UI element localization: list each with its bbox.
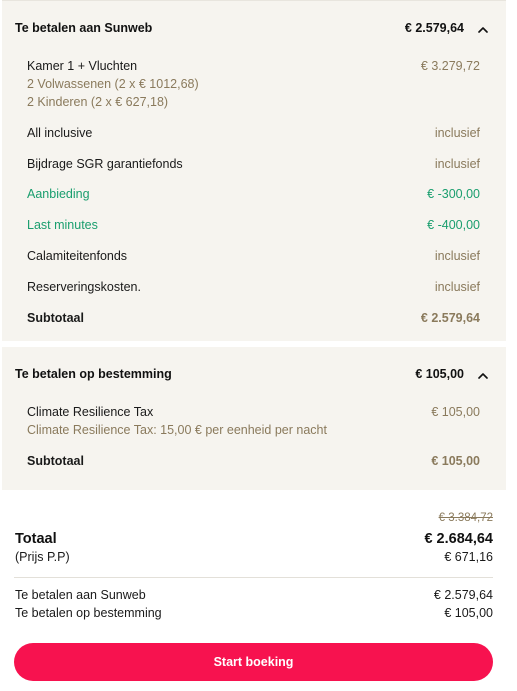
destination-section-amount: € 105,00 <box>415 367 464 381</box>
price-per-person-label: (Prijs P.P) <box>15 550 70 564</box>
calamity-fund-value: inclusief <box>434 249 480 263</box>
destination-section-title[interactable]: Te betalen op bestemming <box>15 367 172 381</box>
climate-tax-value: € 105,00 <box>431 405 480 419</box>
pay-sunweb-label: Te betalen aan Sunweb <box>15 588 146 602</box>
chevron-up-icon[interactable] <box>477 23 489 35</box>
discount-offer-label: Aanbieding <box>27 187 90 201</box>
destination-subtotal-value: € 105,00 <box>431 454 480 468</box>
pay-destination-value: € 105,00 <box>444 606 493 620</box>
last-minutes-label: Last minutes <box>27 218 98 232</box>
divider <box>14 577 493 578</box>
booking-costs-label: Reserveringskosten. <box>27 280 141 294</box>
price-per-person-value: € 671,16 <box>444 550 493 564</box>
booking-costs-value: inclusief <box>434 280 480 294</box>
all-inclusive-value: inclusief <box>434 126 480 140</box>
room-flights-label: Kamer 1 + Vluchten <box>27 59 138 73</box>
calamity-fund-label: Calamiteitenfonds <box>27 249 128 263</box>
adults-breakdown: 2 Volwassenen (2 x € 1012,68) <box>27 77 199 91</box>
total-label: Totaal <box>15 531 57 547</box>
sunweb-section-title[interactable]: Te betalen aan Sunweb <box>15 21 153 35</box>
start-booking-button[interactable]: Start boeking <box>14 643 493 681</box>
climate-tax-detail: Climate Resilience Tax: 15,00 € per eenheid per nacht <box>27 423 327 437</box>
room-flights-value: € 3.279,72 <box>420 59 480 73</box>
pay-sunweb-value: € 2.579,64 <box>433 588 493 602</box>
original-price: € 3.384,72 <box>438 512 493 524</box>
destination-subtotal-label: Subtotaal <box>27 454 84 468</box>
discount-offer-value: € -300,00 <box>427 187 480 201</box>
pay-destination-label: Te betalen op bestemming <box>15 606 162 620</box>
sgr-label: Bijdrage SGR garantiefonds <box>27 157 183 171</box>
sunweb-section-amount: € 2.579,64 <box>404 21 464 35</box>
children-breakdown: 2 Kinderen (2 x € 627,18) <box>27 95 169 109</box>
sunweb-subtotal-value: € 2.579,64 <box>420 311 480 325</box>
all-inclusive-label: All inclusive <box>27 126 93 140</box>
last-minutes-value: € -400,00 <box>427 218 480 232</box>
sgr-value: inclusief <box>434 157 480 171</box>
climate-tax-label: Climate Resilience Tax <box>27 405 154 419</box>
chevron-up-icon[interactable] <box>477 369 489 381</box>
total-value: € 2.684,64 <box>424 531 493 547</box>
sunweb-subtotal-label: Subtotaal <box>27 311 84 325</box>
